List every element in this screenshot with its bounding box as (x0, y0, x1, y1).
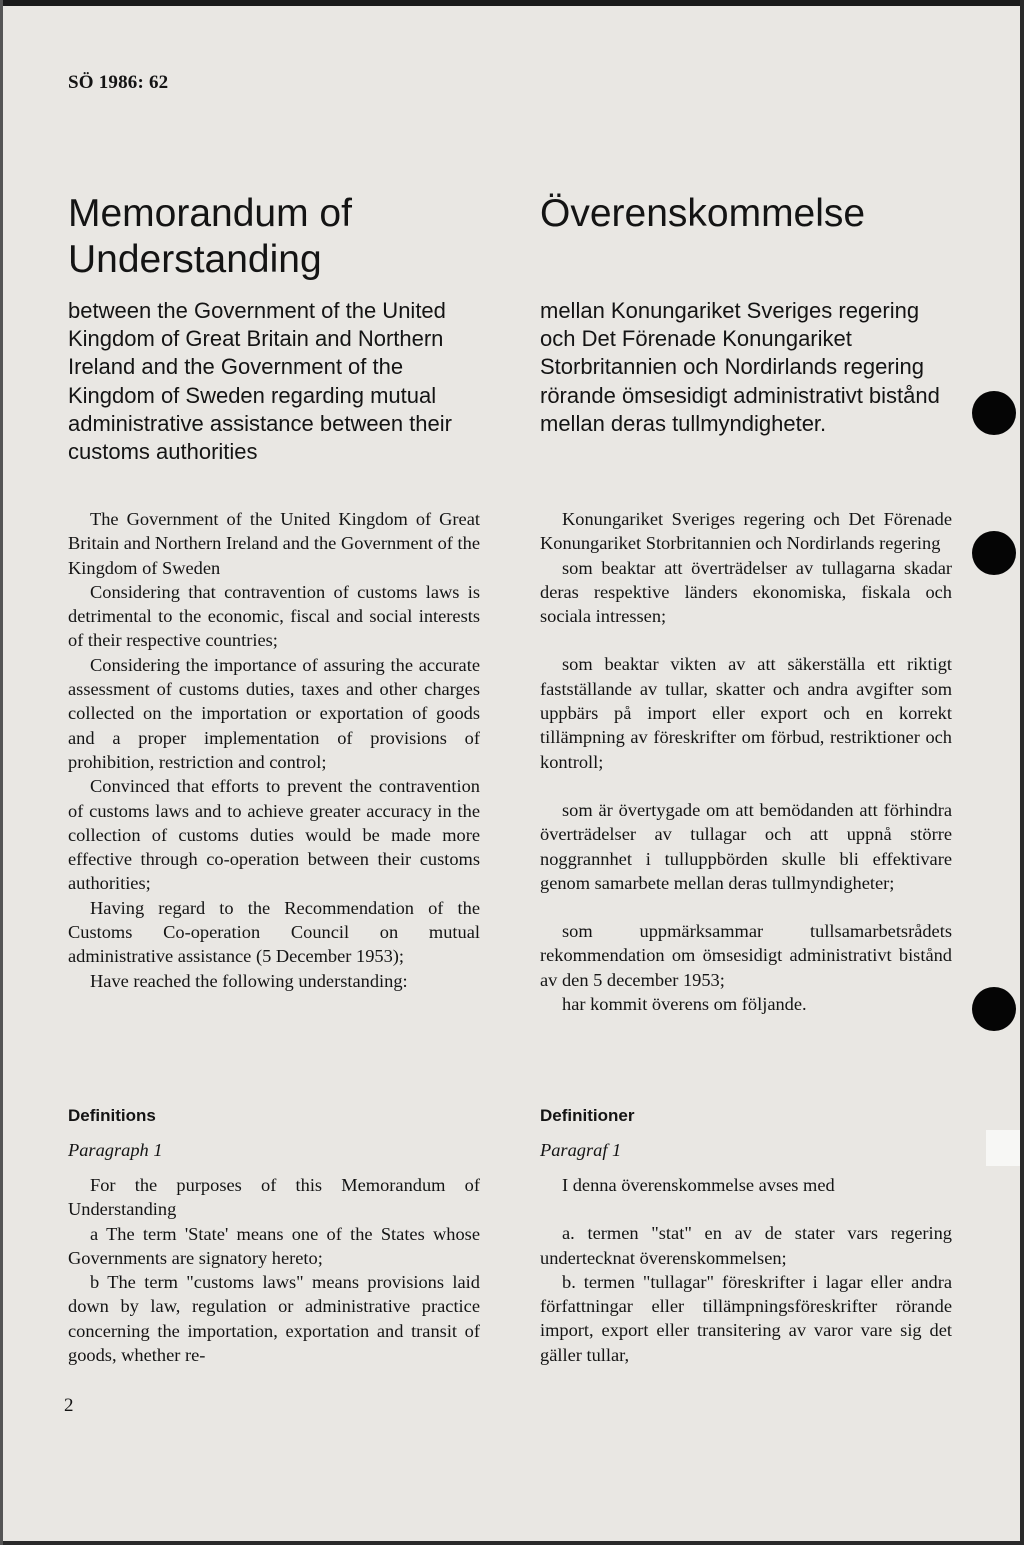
english-definition-customs-laws: b The term "customs laws" means provisions laid down by law, regulation or administrative practice concerning the importation, exportation and transit of goods, whether re- (68, 1272, 480, 1366)
english-paragraph-heading: Paragraph 1 (68, 1140, 163, 1160)
page-edge-top (0, 0, 1024, 6)
punch-hole-icon (972, 531, 1016, 575)
swedish-preamble-parties: Konungariket Sveriges regering och Det Förenade Konungariket Storbritannien och Nordirlands regering (540, 509, 952, 554)
page-number: 2 (64, 1395, 74, 1416)
english-preamble-clause: Convinced that efforts to prevent the contravention of customs laws and to achieve greater accuracy in the collection of customs duties would be made more effective through co-operation between their customs authorities; (68, 776, 480, 894)
page-edge-left (0, 0, 3, 1545)
swedish-title: Överenskommelse (540, 192, 866, 235)
swedish-preamble-clause: som beaktar vikten av att säkerställa ett riktigt fastställande av tullar, skatter och andra avgifter som uppbärs på import eller export och en korrekt tillämpning av föreskrifter om förbud, restriktioner och kontroll; (540, 654, 952, 772)
swedish-paragraph-1 (540, 1173, 952, 1367)
swedish-subtitle: mellan Konungariket Sveriges regering och Det Förenade Konungariket Storbritannien och Nordirlands regering rörande ömsesidigt administrativt bistånd mellan deras tullmyndigheter. (540, 298, 940, 436)
english-section-heading: Definitions (68, 1106, 156, 1125)
swedish-paragraph-heading: Paragraf 1 (540, 1140, 622, 1160)
english-definition-state: a The term 'State' means one of the States whose Governments are signatory hereto; (68, 1223, 480, 1268)
swedish-preamble-clause: som är övertygade om att bemödanden att förhindra överträdelser av tullagar och att uppnå större noggrannhet i tulluppbörden skulle bli effektivare genom samarbete mellan deras tullmyndigheter; (540, 799, 952, 893)
english-subtitle: between the Government of the United Kingdom of Great Britain and Northern Ireland and the Government of the Kingdom of Sweden regarding mutual administrative assistance between their customs authorities (68, 298, 452, 465)
swedish-preamble-clause: som uppmärksammar tullsamarbetsrådets rekommendation om ömsesidigt administrativt bistånd av den 5 december 1953; (540, 921, 952, 990)
english-preamble-parties: The Government of the United Kingdom of Great Britain and Northern Ireland and the Government of the Kingdom of Sweden (68, 509, 480, 578)
english-preamble-clause: Considering that contravention of customs laws is detrimental to the economic, fiscal and social interests of their respective countries; (68, 581, 480, 651)
document-reference: SÖ 1986: 62 (68, 72, 169, 93)
english-preamble-clause: Considering the importance of assuring the accurate assessment of customs duties, taxes and other charges collected on the importation or exportation of goods and a proper implementation of provisions of prohibition, restriction and control; (68, 654, 480, 772)
page-edge-right (1020, 0, 1024, 1545)
english-paragraph-1-intro: For the purposes of this Memorandum of Understanding (68, 1175, 480, 1220)
english-paragraph-1 (68, 1173, 480, 1367)
english-title: Memorandum of Understanding (68, 192, 352, 281)
punch-hole-icon (972, 987, 1016, 1031)
margin-tab-mark (986, 1130, 1020, 1166)
english-preamble-clause: Having regard to the Recommendation of the Customs Co-operation Council on mutual administrative assistance (5 December 1953); (68, 897, 480, 967)
swedish-paragraph-1-intro: I denna överenskommelse avses med (562, 1175, 835, 1195)
english-preamble (68, 507, 480, 993)
swedish-preamble-closing: har kommit överens om följande. (562, 994, 807, 1015)
punch-hole-icon (972, 391, 1016, 435)
swedish-preamble-clause: som beaktar att överträdelser av tullagarna skadar deras respektive länders ekonomiska, fiskala och sociala intressen; (540, 557, 952, 627)
swedish-definition-state: a. termen "stat" en av de stater vars regering undertecknat överenskommelsen; (540, 1223, 952, 1268)
page-edge-bottom (0, 1541, 1024, 1545)
swedish-section-heading: Definitioner (540, 1106, 635, 1125)
swedish-preamble (540, 507, 952, 1016)
swedish-definition-customs-laws: b. termen "tullagar" föreskrifter i lagar eller andra författningar eller tillämpningsföreskrifter rörande import, export eller transitering av varor vare sig det gäller tullar, (540, 1271, 952, 1365)
english-preamble-closing: Have reached the following understanding: (90, 970, 408, 991)
